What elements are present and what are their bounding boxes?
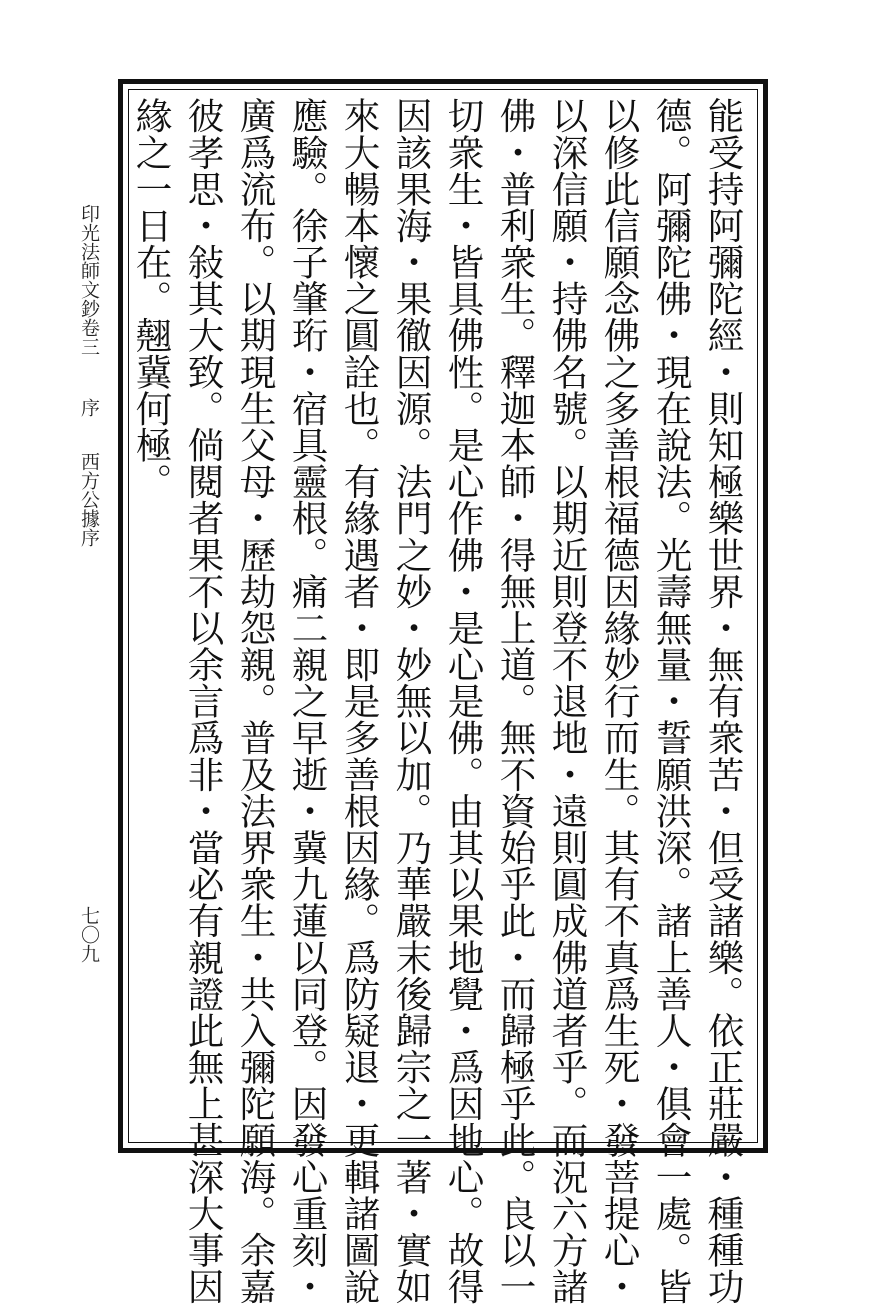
page-number: 七〇九	[78, 906, 100, 963]
section-label: 序	[78, 398, 100, 417]
text-column-10: 廣爲流布。以期現生父母・歷劫怨親。普及法界衆生・共入彌陀願海。余嘉	[234, 97, 277, 1304]
text-column-9: 應驗。徐子肇珩・宿具靈根。痛二親之早逝・冀九蓮以同登。因發心重刻・	[286, 97, 329, 1304]
text-column-1: 能受持阿彌陀經・則知極樂世界・無有衆苦・但受諸樂。依正莊嚴・種種功	[702, 97, 745, 1304]
text-column-6: 切衆生・皆具佛性。是心作佛・是心是佛。由其以果地覺・爲因地心。故得	[442, 97, 485, 1304]
text-column-8: 來大暢本懷之圓詮也。有緣遇者・即是多善根因緣。爲防疑退・更輯諸圖說	[338, 97, 381, 1304]
text-column-2: 德。阿彌陀佛・現在說法。光壽無量・誓願洪深。諸上善人・俱會一處。皆	[650, 97, 693, 1304]
text-column-11: 彼孝思・敍其大致。倘閱者果不以余言爲非・當必有親證此無上甚深大事因	[182, 97, 225, 1304]
text-column-12: 緣之一日在。翹冀何極。	[130, 97, 173, 500]
text-column-3: 以修此信願念佛之多善根福德因緣妙行而生。其有不真爲生死・發菩提心・	[598, 97, 641, 1304]
book-title: 印光法師文鈔卷三	[78, 204, 100, 356]
text-column-4: 以深信願・持佛名號。以期近則登不退地・遠則圓成佛道者乎。而況六方諸	[546, 97, 589, 1304]
text-column-5: 佛・普利衆生。釋迦本師・得無上道。無不資始乎此・而歸極乎此。良以一	[494, 97, 537, 1304]
text-column-7: 因該果海・果徹因源。法門之妙・妙無以加。乃華嚴末後歸宗之一著・實如	[390, 97, 433, 1304]
article-title: 西方公據序	[78, 452, 100, 547]
